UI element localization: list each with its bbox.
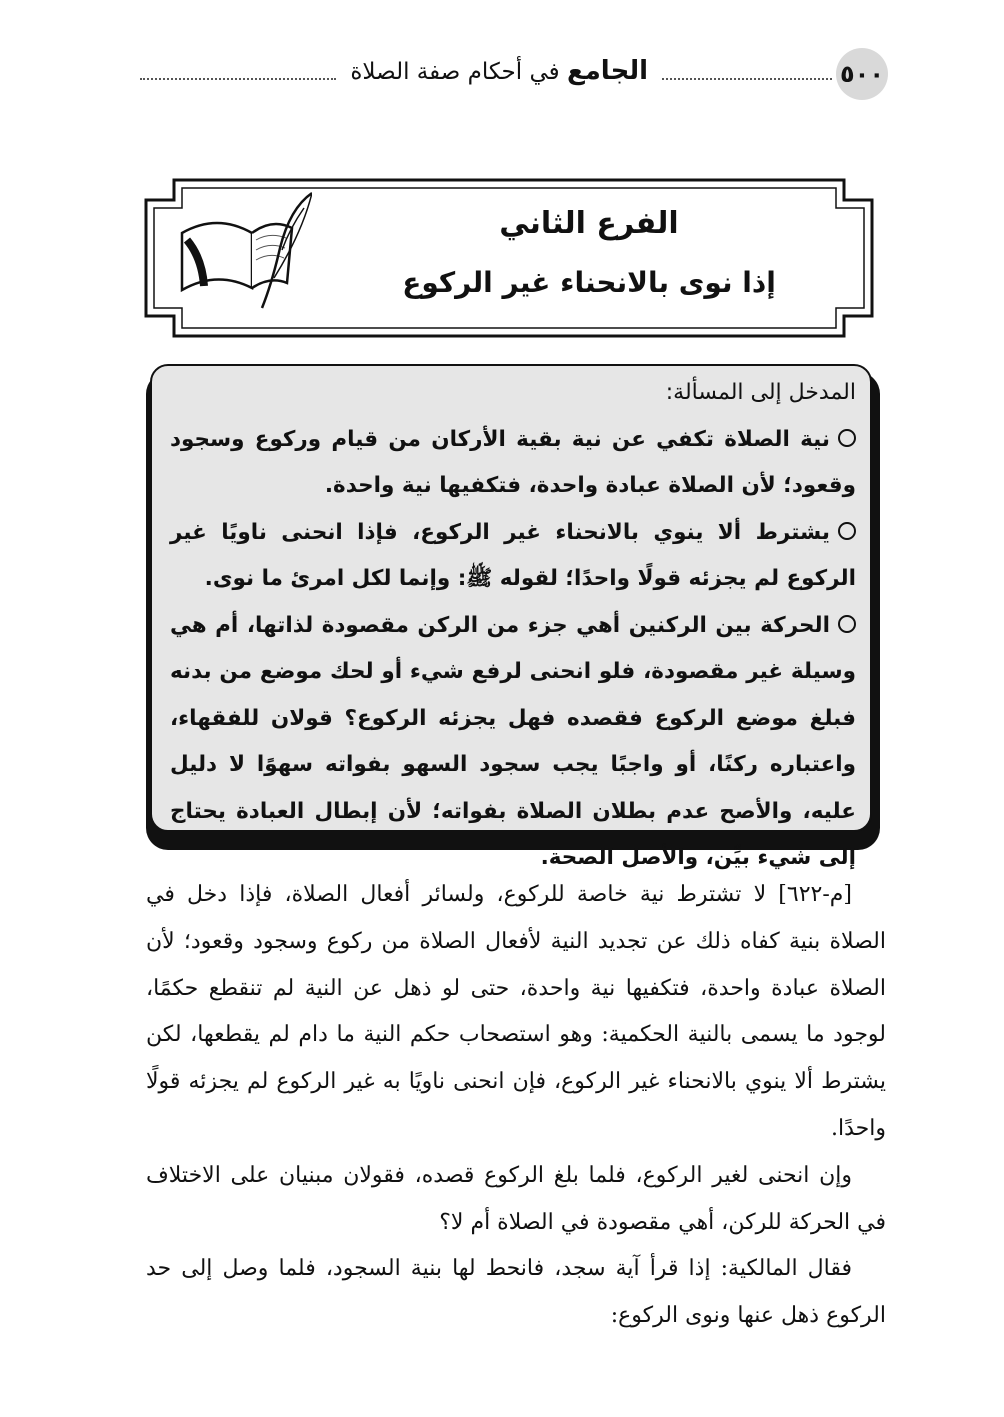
header-dots-right [662, 64, 832, 80]
section-subtitle: إذا نوى بالانحناء غير الركوع [402, 266, 776, 299]
body-paragraph: [م-٦٢٢] لا تشترط نية خاصة للركوع، ولسائر أفعال الصلاة، فإذا دخل في الصلاة بنية كفاه ذلك عن تجديد النية لأفعال الصلاة من ركوع وسجود وقعود؛ لأن الصلاة عبادة واحدة، فتكفيها نية واحدة، حتى لو ذهل عن النية لم تنقطع حكمًا، لوجود ما يسمى بالنية الحكمية: وهو استصحاب حكم النية ما دام لم يقطعها، لكن يشترط ألا ينوي بالانحناء غير الركوع، فإن انحنى ناويًا به غير الركوع لم يجزئه قولًا واحدًا. [146, 882, 886, 1141]
intro-point: الحركة بين الركنين أهي جزء من الركن مقصودة لذاتها، أم هي وسيلة غير مقصودة، فلو انحنى لرفع شيء أو لحك موضع من بدنه فبلغ موضع الركوع فقصده فهل يجزئه الركوع؟ قولان للفقهاء، واعتباره ركنًا، أو واجبًا يجب سجود السهو بفواته سهوًا لا دليل عليه، والأصح عدم بطلان الصلاة بفواته؛ لأن إبطال العبادة يحتاج إلى شيء بيِّن، والأصل الصحة. [170, 612, 856, 870]
circle-bullet-icon [838, 522, 856, 540]
book-and-quill-icon [162, 188, 312, 318]
body-paragraph: وإن انحنى لغير الركوع، فلما بلغ الركوع قصده، فقولان مبنيان على الاختلاف في الحركة للركن، أهي مقصودة في الصلاة أم لا؟ [146, 1162, 886, 1235]
running-header [140, 44, 892, 104]
intro-heading: المدخل إلى المسألة: [665, 380, 856, 405]
header-title-row [140, 56, 832, 86]
intro-point: نية الصلاة تكفي عن نية بقية الأركان من قيام وركوع وسجود وقعود؛ لأن الصلاة عبادة واحدة، فتكفيها نية واحدة. [170, 426, 856, 498]
circle-bullet-icon [838, 615, 856, 633]
section-heading-frame [144, 178, 874, 338]
intro-box [146, 364, 884, 870]
page-number: ٥٠٠ [836, 48, 888, 100]
circle-bullet-icon [838, 429, 856, 447]
body-paragraph: فقال المالكية: إذا قرأ آية سجد، فانحط لها بنية السجود، فلما وصل إلى حد الركوع ذهل عنها ونوى الركوع: [146, 1256, 886, 1329]
book-title-rest: في أحكام صفة الصلاة [350, 59, 560, 85]
book-title-main: الجامع [566, 56, 648, 86]
body-text [146, 872, 886, 1340]
section-title: الفرع الثاني [499, 206, 679, 241]
intro-box-content [150, 364, 872, 870]
book-title [336, 56, 662, 86]
header-dots-left [140, 64, 336, 80]
intro-point: يشترط ألا ينوي بالانحناء غير الركوع، فإذا انحنى ناويًا غير الركوع لم يجزئه قولًا واحدًا؛ لقوله ﷺ: وإنما لكل امرئ ما نوى. [170, 519, 856, 591]
